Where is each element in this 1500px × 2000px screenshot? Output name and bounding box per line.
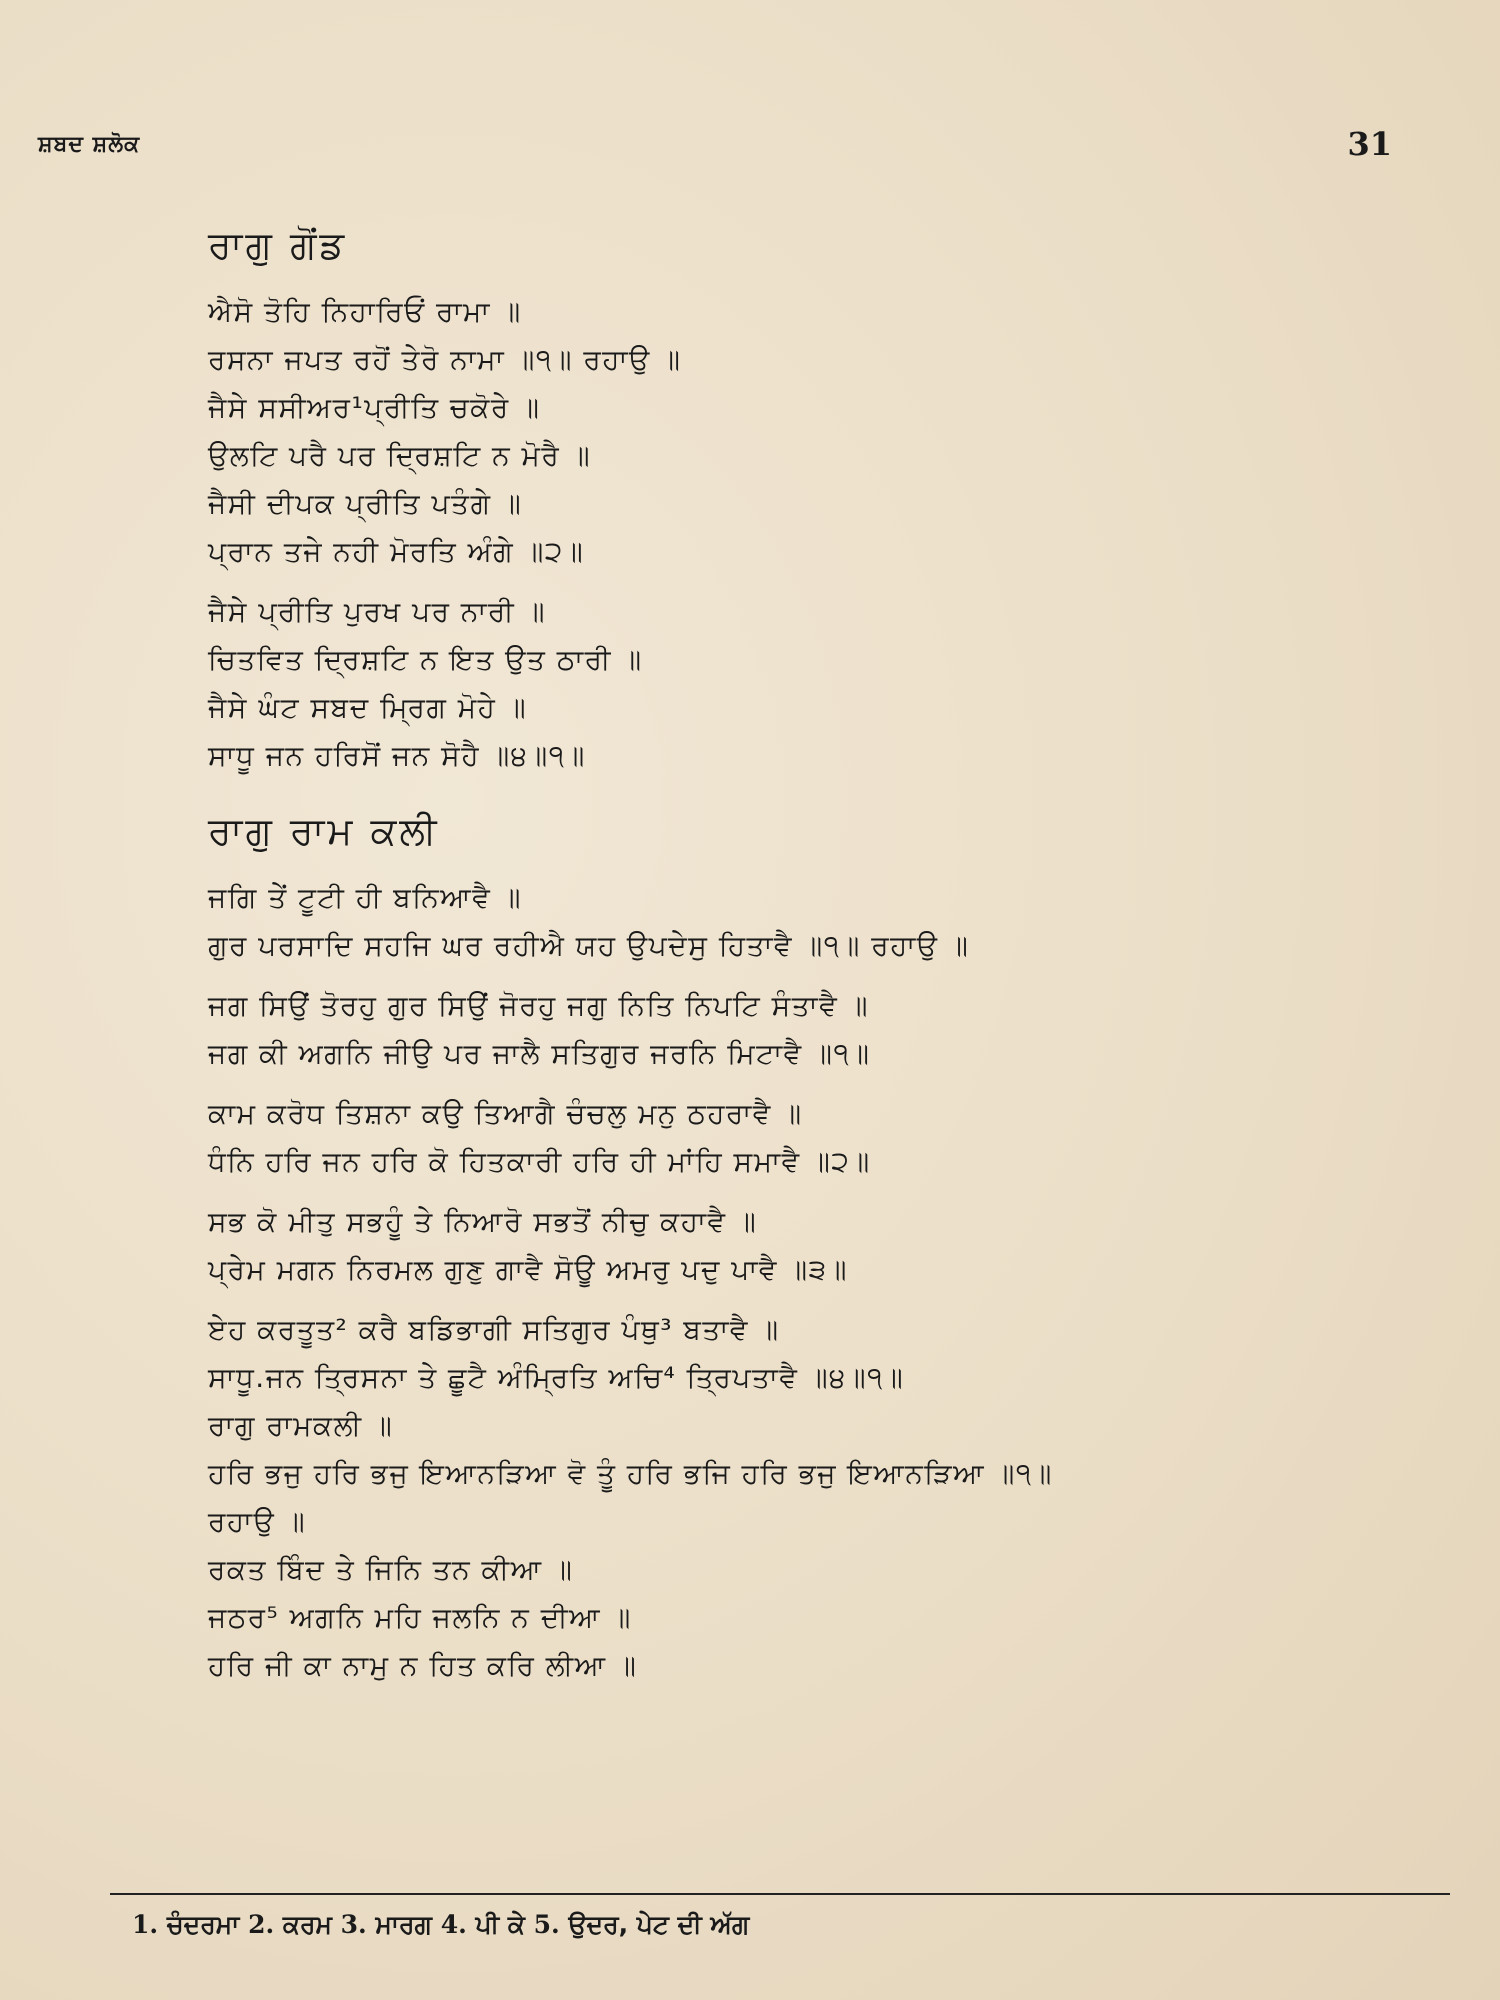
- verse-line: ਰਸਨਾ ਜਪਤ ਰਹੋਂ ਤੇਰੋ ਨਾਮਾ ॥੧॥ ਰਹਾਉ ॥: [208, 343, 682, 376]
- footnote-number: 1.: [132, 1910, 159, 1939]
- footnote-text: ਉਦਰ, ਪੇਟ ਦੀ ਅੱਗ: [568, 1910, 750, 1939]
- verse-line: ਜਗ ਸਿਉਂ ਤੋਰਹੁ ਗੁਰ ਸਿਉਂ ਜੋਰਹੁ ਜਗੁ ਨਿਤਿ ਨਿਪਟਿ ਸੰਤਾਵੈ ॥: [208, 989, 869, 1022]
- verse-line: ਜਗਿ ਤੇਂ ਟੂਟੀ ਹੀ ਬਨਿਆਵੈ ॥: [208, 881, 523, 914]
- page-number: 31: [1347, 125, 1392, 163]
- footnote-text: ਚੰਦਰਮਾ: [166, 1910, 240, 1939]
- stanza-gap: [208, 576, 1468, 588]
- verse-line: ਉਲਟਿ ਪਰੈ ਪਰ ਦ੍ਰਿਸ਼ਟਿ ਨ ਮੋਰੈ ॥: [208, 439, 592, 472]
- verse-line: ਐਸੋ ਤੋਹਿ ਨਿਹਾਰਿਓਂ ਰਾਮਾ ॥: [208, 295, 522, 328]
- verse-line: ਹਰਿ ਭਜੁ ਹਰਿ ਭਜੁ ਇਆਨੜਿਆ ਵੋ ਤੂੰ ਹਰਿ ਭਜਿ ਹਰਿ ਭਜੁ ਇਆਨੜਿਆ ॥੧॥: [208, 1457, 1053, 1490]
- section-heading: ਰਾਗੁ ਰਾਮ ਕਲੀ: [208, 809, 440, 853]
- footnote-divider: [110, 1893, 1450, 1895]
- verse-line: ਚਿਤਵਿਤ ਦ੍ਰਿਸ਼ਟਿ ਨ ਇਤ ਉਤ ਠਾਰੀ ॥: [208, 643, 643, 676]
- spacer: [208, 862, 1468, 874]
- verse-line: ਜੈਸੀ ਦੀਪਕ ਪ੍ਰੀਤਿ ਪਤੰਗੇ ॥: [208, 487, 523, 520]
- stanza-gap: [208, 1078, 1468, 1090]
- stanza-gap: [208, 970, 1468, 982]
- footnote-text: ਮਾਰਗ: [375, 1910, 432, 1939]
- footnote-text: ਪੀ ਕੇ: [475, 1910, 525, 1939]
- footnote-number: 2.: [248, 1910, 275, 1939]
- footnotes: [132, 1910, 749, 1940]
- verse-line: ਏਹ ਕਰਤੂਤ² ਕਰੈ ਬਡਿਭਾਗੀ ਸਤਿਗੁਰ ਪੰਥੁ³ ਬਤਾਵੈ ॥: [208, 1313, 780, 1346]
- verse-line: ਸਭ ਕੋ ਮੀਤੁ ਸਭਹੂੰ ਤੇ ਨਿਆਰੋ ਸਭਤੋਂ ਨੀਚੁ ਕਹਾਵੈ ॥: [208, 1205, 758, 1238]
- spacer: [208, 276, 1468, 288]
- verse-line: ਗੁਰ ਪਰਸਾਦਿ ਸਹਜਿ ਘਰ ਰਹੀਐ ਯਹ ਉਪਦੇਸੁ ਹਿਤਾਵੈ ॥੧॥ ਰਹਾਉ ॥: [208, 929, 970, 962]
- footnote-number: 4.: [440, 1910, 467, 1939]
- footnote-number: 5.: [533, 1910, 560, 1939]
- verse-line: ਸਾਧੂ ਜਨ ਹਰਿਸੋਂ ਜਨ ਸੋਹੈ ॥੪॥੧॥: [208, 739, 586, 772]
- verse-line: ਸਾਧੂ.ਜਨ ਤ੍ਰਿਸਨਾ ਤੇ ਛੂਟੈ ਅੰਮ੍ਰਿਤਿ ਅਚਿ⁴ ਤ੍ਰਿਪਤਾਵੈ ॥੪॥੧॥: [208, 1361, 905, 1394]
- verse-line: ਹਰਿ ਜੀ ਕਾ ਨਾਮੁ ਨ ਹਿਤ ਕਰਿ ਲੀਆ ॥: [208, 1649, 638, 1682]
- verse-line: ਜੈਸੇ ਪ੍ਰੀਤਿ ਪੁਰਖ ਪਰ ਨਾਰੀ ॥: [208, 595, 546, 628]
- verse-line: ਰਹਾਉ ॥: [208, 1505, 307, 1538]
- stanza-gap: [208, 1294, 1468, 1306]
- footnote-number: 3.: [340, 1910, 367, 1939]
- verse-line: ਪ੍ਰਾਨ ਤਜੇ ਨਹੀ ਮੋਰਤਿ ਅੰਗੇ ॥੨॥: [208, 535, 585, 568]
- stanza-gap: [208, 1186, 1468, 1198]
- page-body: [208, 214, 1468, 1690]
- verse-line: ਧੰਨਿ ਹਰਿ ਜਨ ਹਰਿ ਕੋ ਹਿਤਕਾਰੀ ਹਰਿ ਹੀ ਮਾਂਹਿ ਸਮਾਵੈ ॥੨॥: [208, 1145, 871, 1178]
- verse-line: ਕਾਮ ਕਰੋਧ ਤਿਸ਼ਨਾ ਕਉ ਤਿਆਗੈ ਚੰਚਲੁ ਮਨੁ ਠਹਰਾਵੈ ॥: [208, 1097, 803, 1130]
- spacer: [208, 780, 1468, 800]
- verse-line: ਜੈਸੇ ਘੰਟ ਸਬਦ ਮ੍ਰਿਗ ਮੋਹੇ ॥: [208, 691, 528, 724]
- verse-line: ਪ੍ਰੇਮ ਮਗਨ ਨਿਰਮਲ ਗੁਣੁ ਗਾਵੈ ਸੋਊ ਅਮਰੁ ਪਦੁ ਪਾਵੈ ॥੩॥: [208, 1253, 848, 1286]
- verse-line: ਜੈਸੇ ਸਸੀਅਰ¹ਪ੍ਰੀਤਿ ਚਕੋਰੇ ॥: [208, 391, 541, 424]
- verse-line: ਰਾਗੁ ਰਾਮਕਲੀ ॥: [208, 1409, 394, 1442]
- running-title: ਸ਼ਬਦ ਸ਼ਲੋਕ: [38, 132, 141, 157]
- footnote-text: ਕਰਮ: [282, 1910, 332, 1939]
- verse-line: ਜਗ ਕੀ ਅਗਨਿ ਜੀਉ ਪਰ ਜਾਲੈ ਸਤਿਗੁਰ ਜਰਨਿ ਮਿਟਾਵੈ ॥੧॥: [208, 1037, 871, 1070]
- verse-line: ਜਠਰ⁵ ਅਗਨਿ ਮਹਿ ਜਲਨਿ ਨ ਦੀਆ ॥: [208, 1601, 632, 1634]
- verse-line: ਰਕਤ ਬਿੰਦ ਤੇ ਜਿਨਿ ਤਨ ਕੀਆ ॥: [208, 1553, 574, 1586]
- section-heading: ਰਾਗੁ ਗੋਂਡ: [208, 223, 348, 267]
